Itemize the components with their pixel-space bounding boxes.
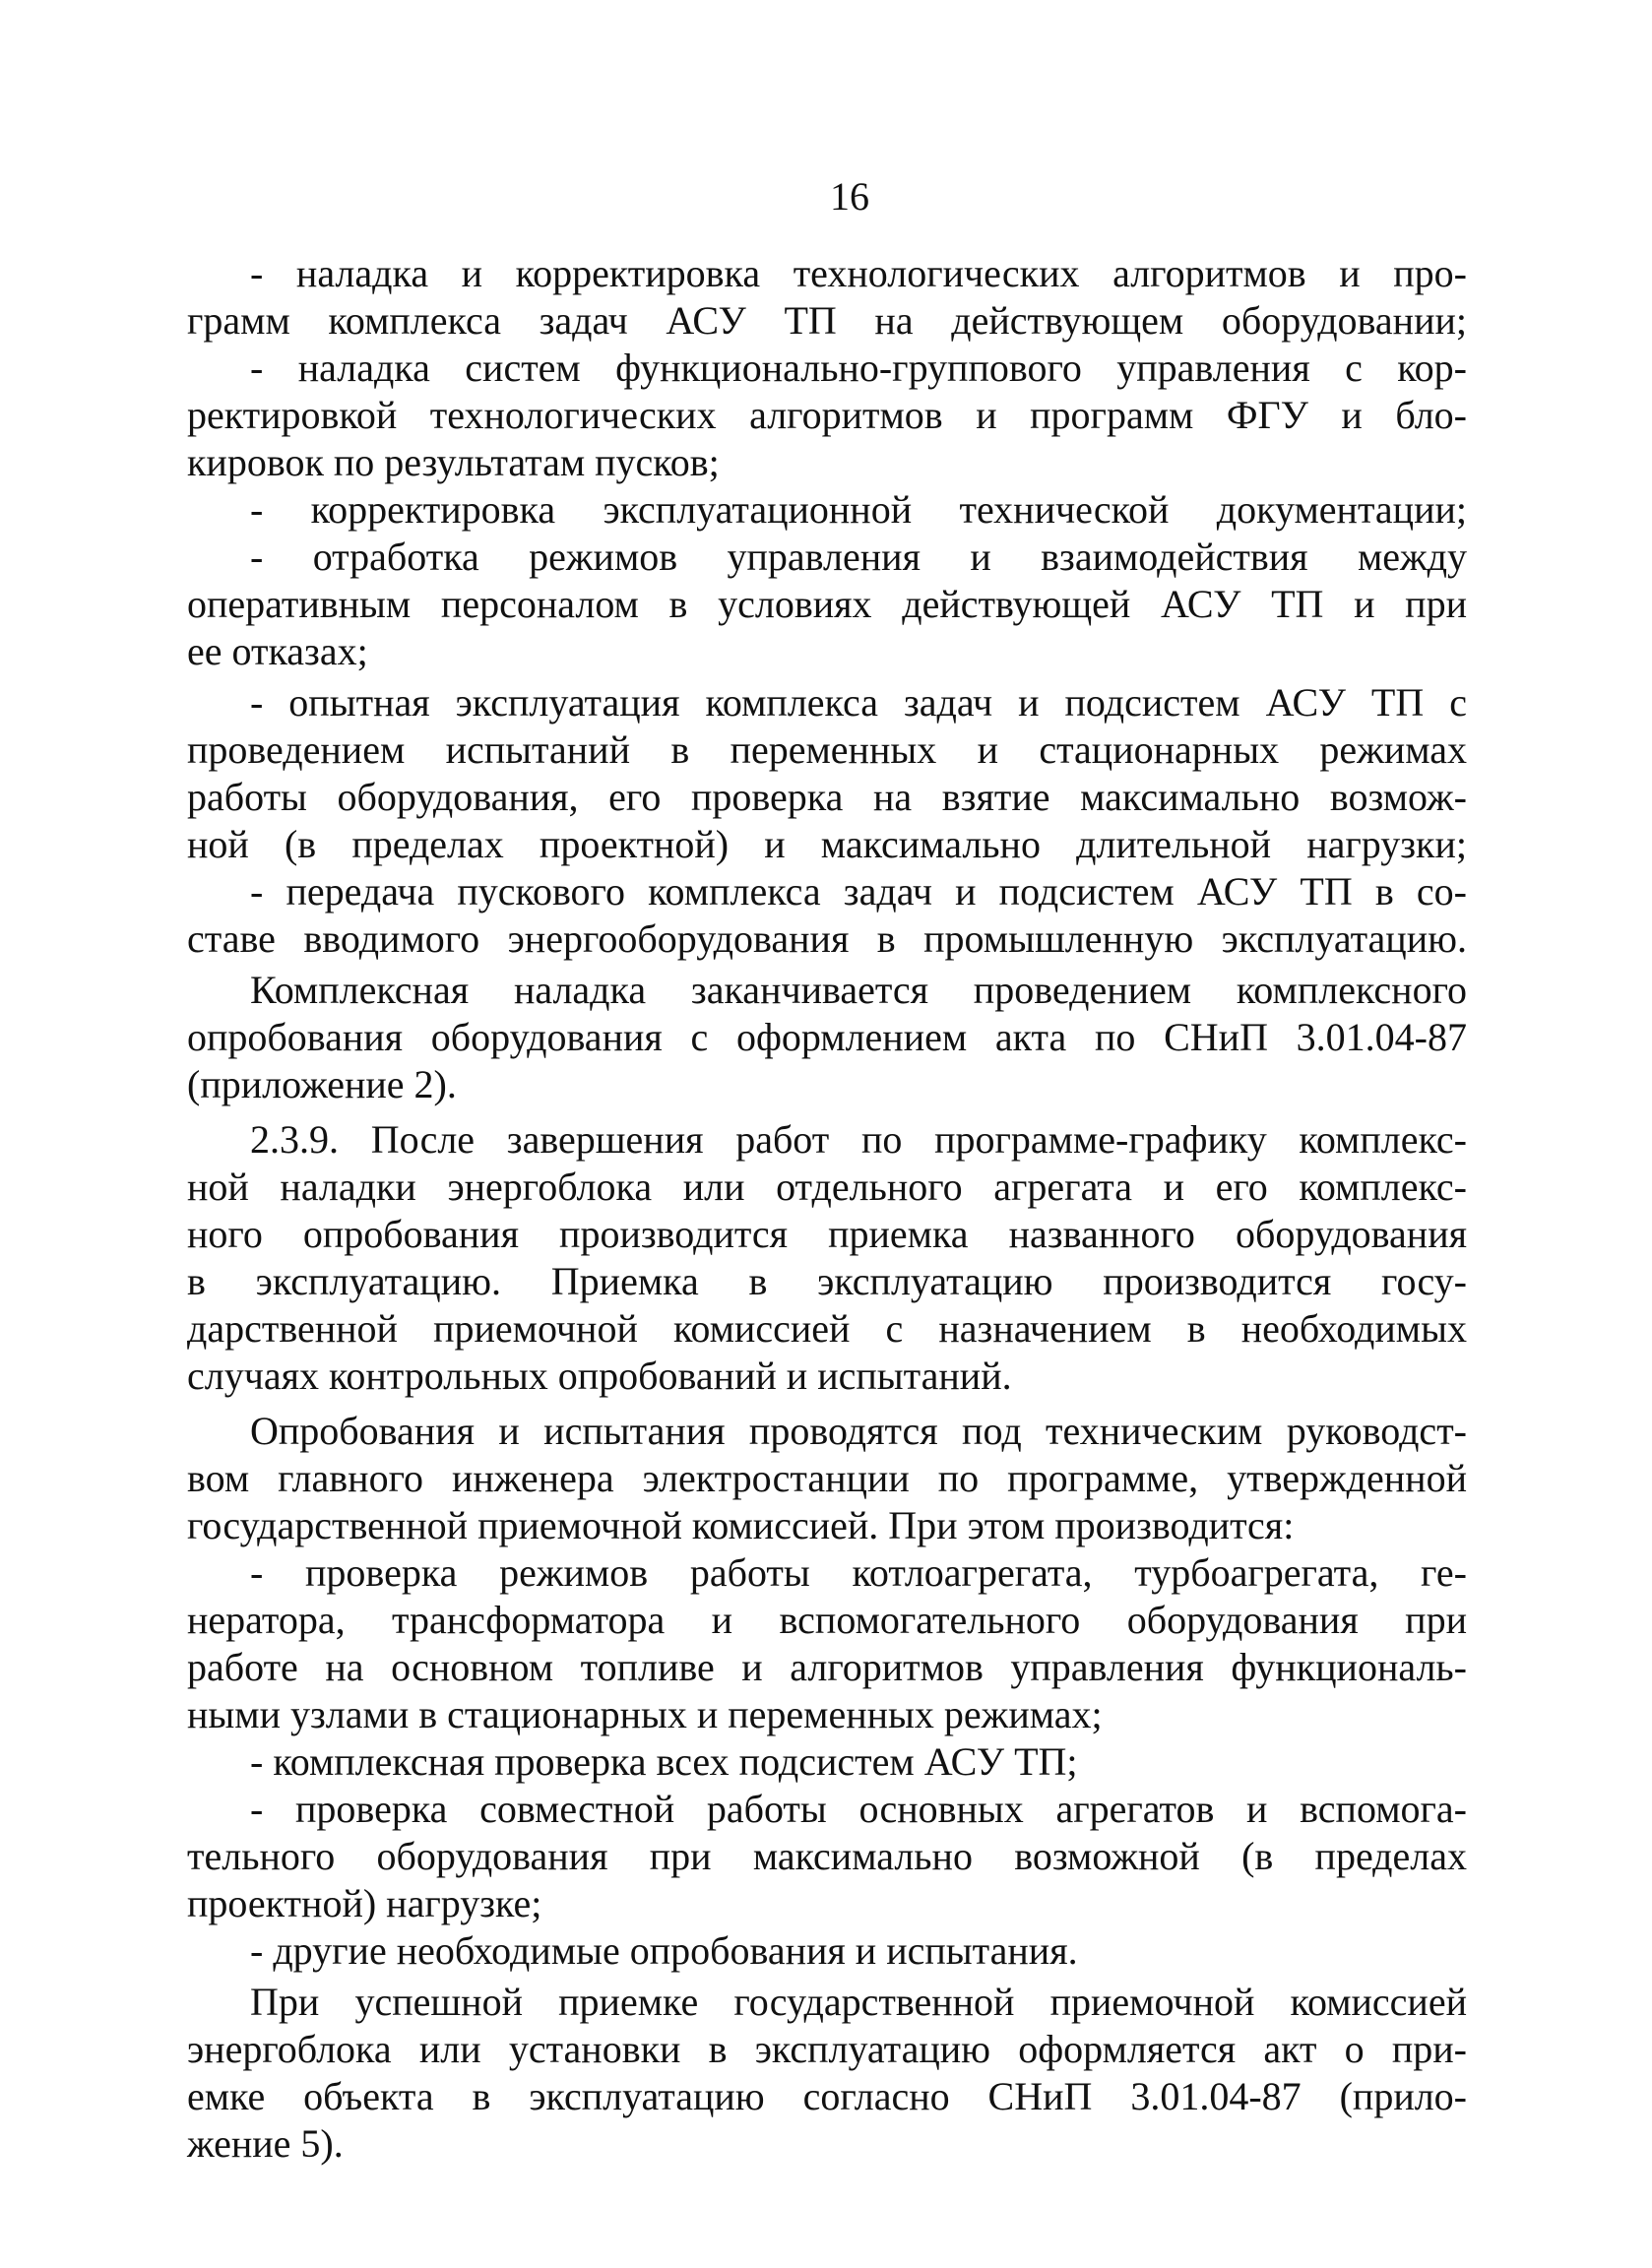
text-line: в эксплуатацию. Приемка в эксплуатацию производится госу- [187, 1259, 1467, 1303]
text-line: ставе вводимого энергооборудования в промышленную эксплуатацию. [187, 916, 1467, 961]
text-line: государственной приемочной комиссией. При этом производится: [187, 1503, 1295, 1547]
text-line: грамм комплекса задач АСУ ТП на действующем оборудовании; [187, 298, 1467, 343]
text-line: - проверка режимов работы котлоагрегата, турбоагрегата, ге- [250, 1550, 1467, 1595]
text-line: - передача пускового комплекса задач и подсистем АСУ ТП в со- [250, 869, 1467, 914]
text-line: - комплексная проверка всех подсистем АСУ ТП; [250, 1739, 1078, 1784]
text-line: случаях контрольных опробований и испытаний. [187, 1354, 1012, 1398]
text-line: емке объекта в эксплуатацию согласно СНиП 3.01.04-87 (прило- [187, 2074, 1467, 2118]
text-line: вом главного инженера электростанции по программе, утвержденной [187, 1456, 1467, 1500]
text-line: (приложение 2). [187, 1062, 457, 1106]
text-line: ной (в пределах проектной) и максимально длительной нагрузки; [187, 822, 1467, 866]
text-line: работе на основном топливе и алгоритмов управления функциональ- [187, 1645, 1467, 1689]
text-line: работы оборудования, его проверка на взятие максимально возмож- [187, 775, 1467, 819]
text-line: проведением испытаний в переменных и стационарных режимах [187, 727, 1467, 772]
text-line: ной наладки энергоблока или отдельного агрегата и его комплекс- [187, 1165, 1467, 1209]
text-line: - проверка совместной работы основных агрегатов и вспомога- [250, 1787, 1467, 1831]
text-line: - другие необходимые опробования и испытания. [250, 1928, 1078, 1973]
text-line: жение 5). [187, 2121, 344, 2166]
text-line: дарственной приемочной комиссией с назначением в необходимых [187, 1306, 1467, 1351]
text-line: - отработка режимов управления и взаимодействия между [250, 535, 1467, 579]
text-line: Опробования и испытания проводятся под техническим руководст- [250, 1409, 1467, 1453]
text-line: кировок по результатам пусков; [187, 440, 720, 484]
text-line: Комплексная наладка заканчивается проведением комплексного [250, 968, 1467, 1012]
text-line: ее отказах; [187, 629, 368, 673]
text-line: - наладка и корректировка технологических алгоритмов и про- [250, 251, 1467, 295]
text-line: нератора, трансформатора и вспомогательного оборудования при [187, 1598, 1467, 1642]
text-line: ными узлами в стационарных и переменных режимах; [187, 1692, 1103, 1736]
text-line: оперативным персоналом в условиях действующей АСУ ТП и при [187, 582, 1467, 626]
text-line: При успешной приемке государственной приемочной комиссией [250, 1980, 1467, 2024]
text-line: - наладка систем функционально-группового управления с кор- [250, 346, 1467, 390]
text-line: энергоблока или установки в эксплуатацию оформляется акт о при- [187, 2027, 1467, 2071]
text-line: - корректировка эксплуатационной технической документации; [250, 487, 1467, 532]
text-line: ректировкой технологических алгоритмов и программ ФГУ и бло- [187, 393, 1467, 437]
text-line: 2.3.9. После завершения работ по программе-графику комплекс- [250, 1117, 1467, 1162]
page-number: 16 [830, 174, 869, 219]
text-line: ного опробования производится приемка названного оборудования [187, 1212, 1467, 1256]
text-line: - опытная эксплуатация комплекса задач и подсистем АСУ ТП с [250, 680, 1467, 724]
text-line: опробования оборудования с оформлением акта по СНиП 3.01.04-87 [187, 1015, 1467, 1059]
text-line: проектной) нагрузке; [187, 1881, 542, 1925]
text-line: тельного оборудования при максимально возможной (в пределах [187, 1834, 1467, 1878]
document-body [187, 250, 1467, 2168]
